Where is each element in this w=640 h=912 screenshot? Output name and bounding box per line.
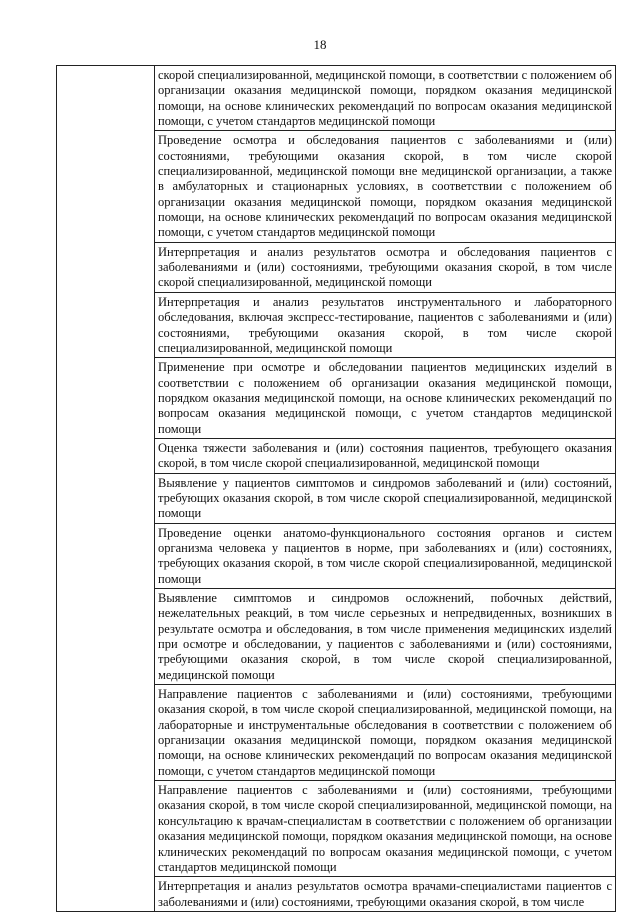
table-cell [155, 242, 616, 292]
labor-action-text: Проведение осмотра и обследования пациентов с заболеваниями и (или) состояниями, требующими оказания скорой, в том числе скорой специализированной, медицинской помощи вне медицинской организации, а также в амбулаторных и стационарных условиях, в соответствии с положением об организации оказания медицинской помощи, порядком оказания медицинской помощи, на основе клинических рекомендаций по вопросам оказания медицинской помощи, с учетом стандартов медицинской помощи [158, 133, 612, 240]
labor-action-text: Интерпретация и анализ результатов осмотра врачами-специалистами пациентов с заболеваниями и (или) состояниями, требующими оказания скорой, в том числе [158, 879, 612, 909]
labor-action-text: Проведение оценки анатомо-функционального состояния органов и систем организма человека у пациентов в норме, при заболеваниях и (или) состояниях, требующих оказания скорой, в том числе скорой специализированной, медицинской помощи [158, 525, 612, 586]
labor-actions-table [56, 65, 616, 912]
table-cell [155, 589, 616, 685]
labor-action-text: Направление пациентов с заболеваниями и (или) состояниями, требующими оказания скорой, в том числе скорой специализированной, медицинской помощи, на консультацию к врачам-специалистам в соответствии с положением об организации оказания медицинской помощи, порядком оказания медицинской помощи, на основе клинических рекомендаций по вопросам оказания медицинской помощи, с учетом стандартов медицинской помощи [158, 783, 612, 874]
labor-action-text: Направление пациентов с заболеваниями и (или) состояниями, требующими оказания скорой, в том числе скорой специализированной, медицинской помощи, на лабораторные и инструментальные обследования в соответствии с положением об организации оказания медицинской помощи, порядком оказания медицинской помощи, на основе клинических рекомендаций по вопросам оказания медицинской помощи, с учетом стандартов медицинской помощи [158, 687, 612, 778]
table-cell [155, 523, 616, 588]
table-cell [155, 473, 616, 523]
table-cell [155, 781, 616, 877]
table-cell [155, 358, 616, 439]
table-cell [155, 438, 616, 473]
labor-action-text: Интерпретация и анализ результатов осмотра и обследования пациентов с заболеваниями и (или) состояниями, требующими оказания скорой, в том числе скорой специализированной, медицинской помощи [158, 244, 612, 290]
table-cell [155, 66, 616, 131]
labor-action-text: Выявление симптомов и синдромов осложнений, побочных действий, нежелательных реакций, в том числе серьезных и непредвиденных, возникших в результате осмотра и обследования, в том числе применения медицинских изделий при осмотре и обследовании, у пациентов с заболеваниями и (или) состояниями, требующими оказания скорой, в том числе скорой специализированной, медицинской помощи [158, 591, 612, 682]
row-label-cell [57, 66, 155, 912]
labor-action-text: Выявление у пациентов симптомов и синдромов заболеваний и (или) состояний, требующих оказания скорой, в том числе скорой специализированной, медицинской помощи [158, 475, 612, 521]
labor-action-text: Интерпретация и анализ результатов инструментального и лабораторного обследования, включая экспресс-тестирование, пациентов с заболеваниями и (или) состояниями, требующими оказания скорой, в том числе скорой специализированной, медицинской помощи [158, 294, 612, 355]
table-cell [155, 131, 616, 242]
table-row [57, 66, 616, 131]
table-cell [155, 877, 616, 912]
labor-action-text: Применение при осмотре и обследовании пациентов медицинских изделий в соответствии с положением об организации оказания медицинской помощи, порядком оказания медицинской помощи, на основе клинических рекомендаций по вопросам оказания медицинской помощи, с учетом стандартов медицинской помощи [158, 360, 612, 436]
page-number: 18 [313, 37, 327, 52]
table-cell [155, 292, 616, 357]
labor-action-text: Оценка тяжести заболевания и (или) состояния пациентов, требующего оказания скорой, в том числе скорой специализированной, медицинской помощи [158, 440, 612, 471]
labor-action-text: скорой специализированной, медицинской помощи, в соответствии с положением об организации оказания медицинской помощи, порядком оказания медицинской помощи, на основе клинических рекомендаций по вопросам оказания медицинской помощи, с учетом стандартов медицинской помощи [158, 68, 612, 129]
table-cell [155, 685, 616, 781]
